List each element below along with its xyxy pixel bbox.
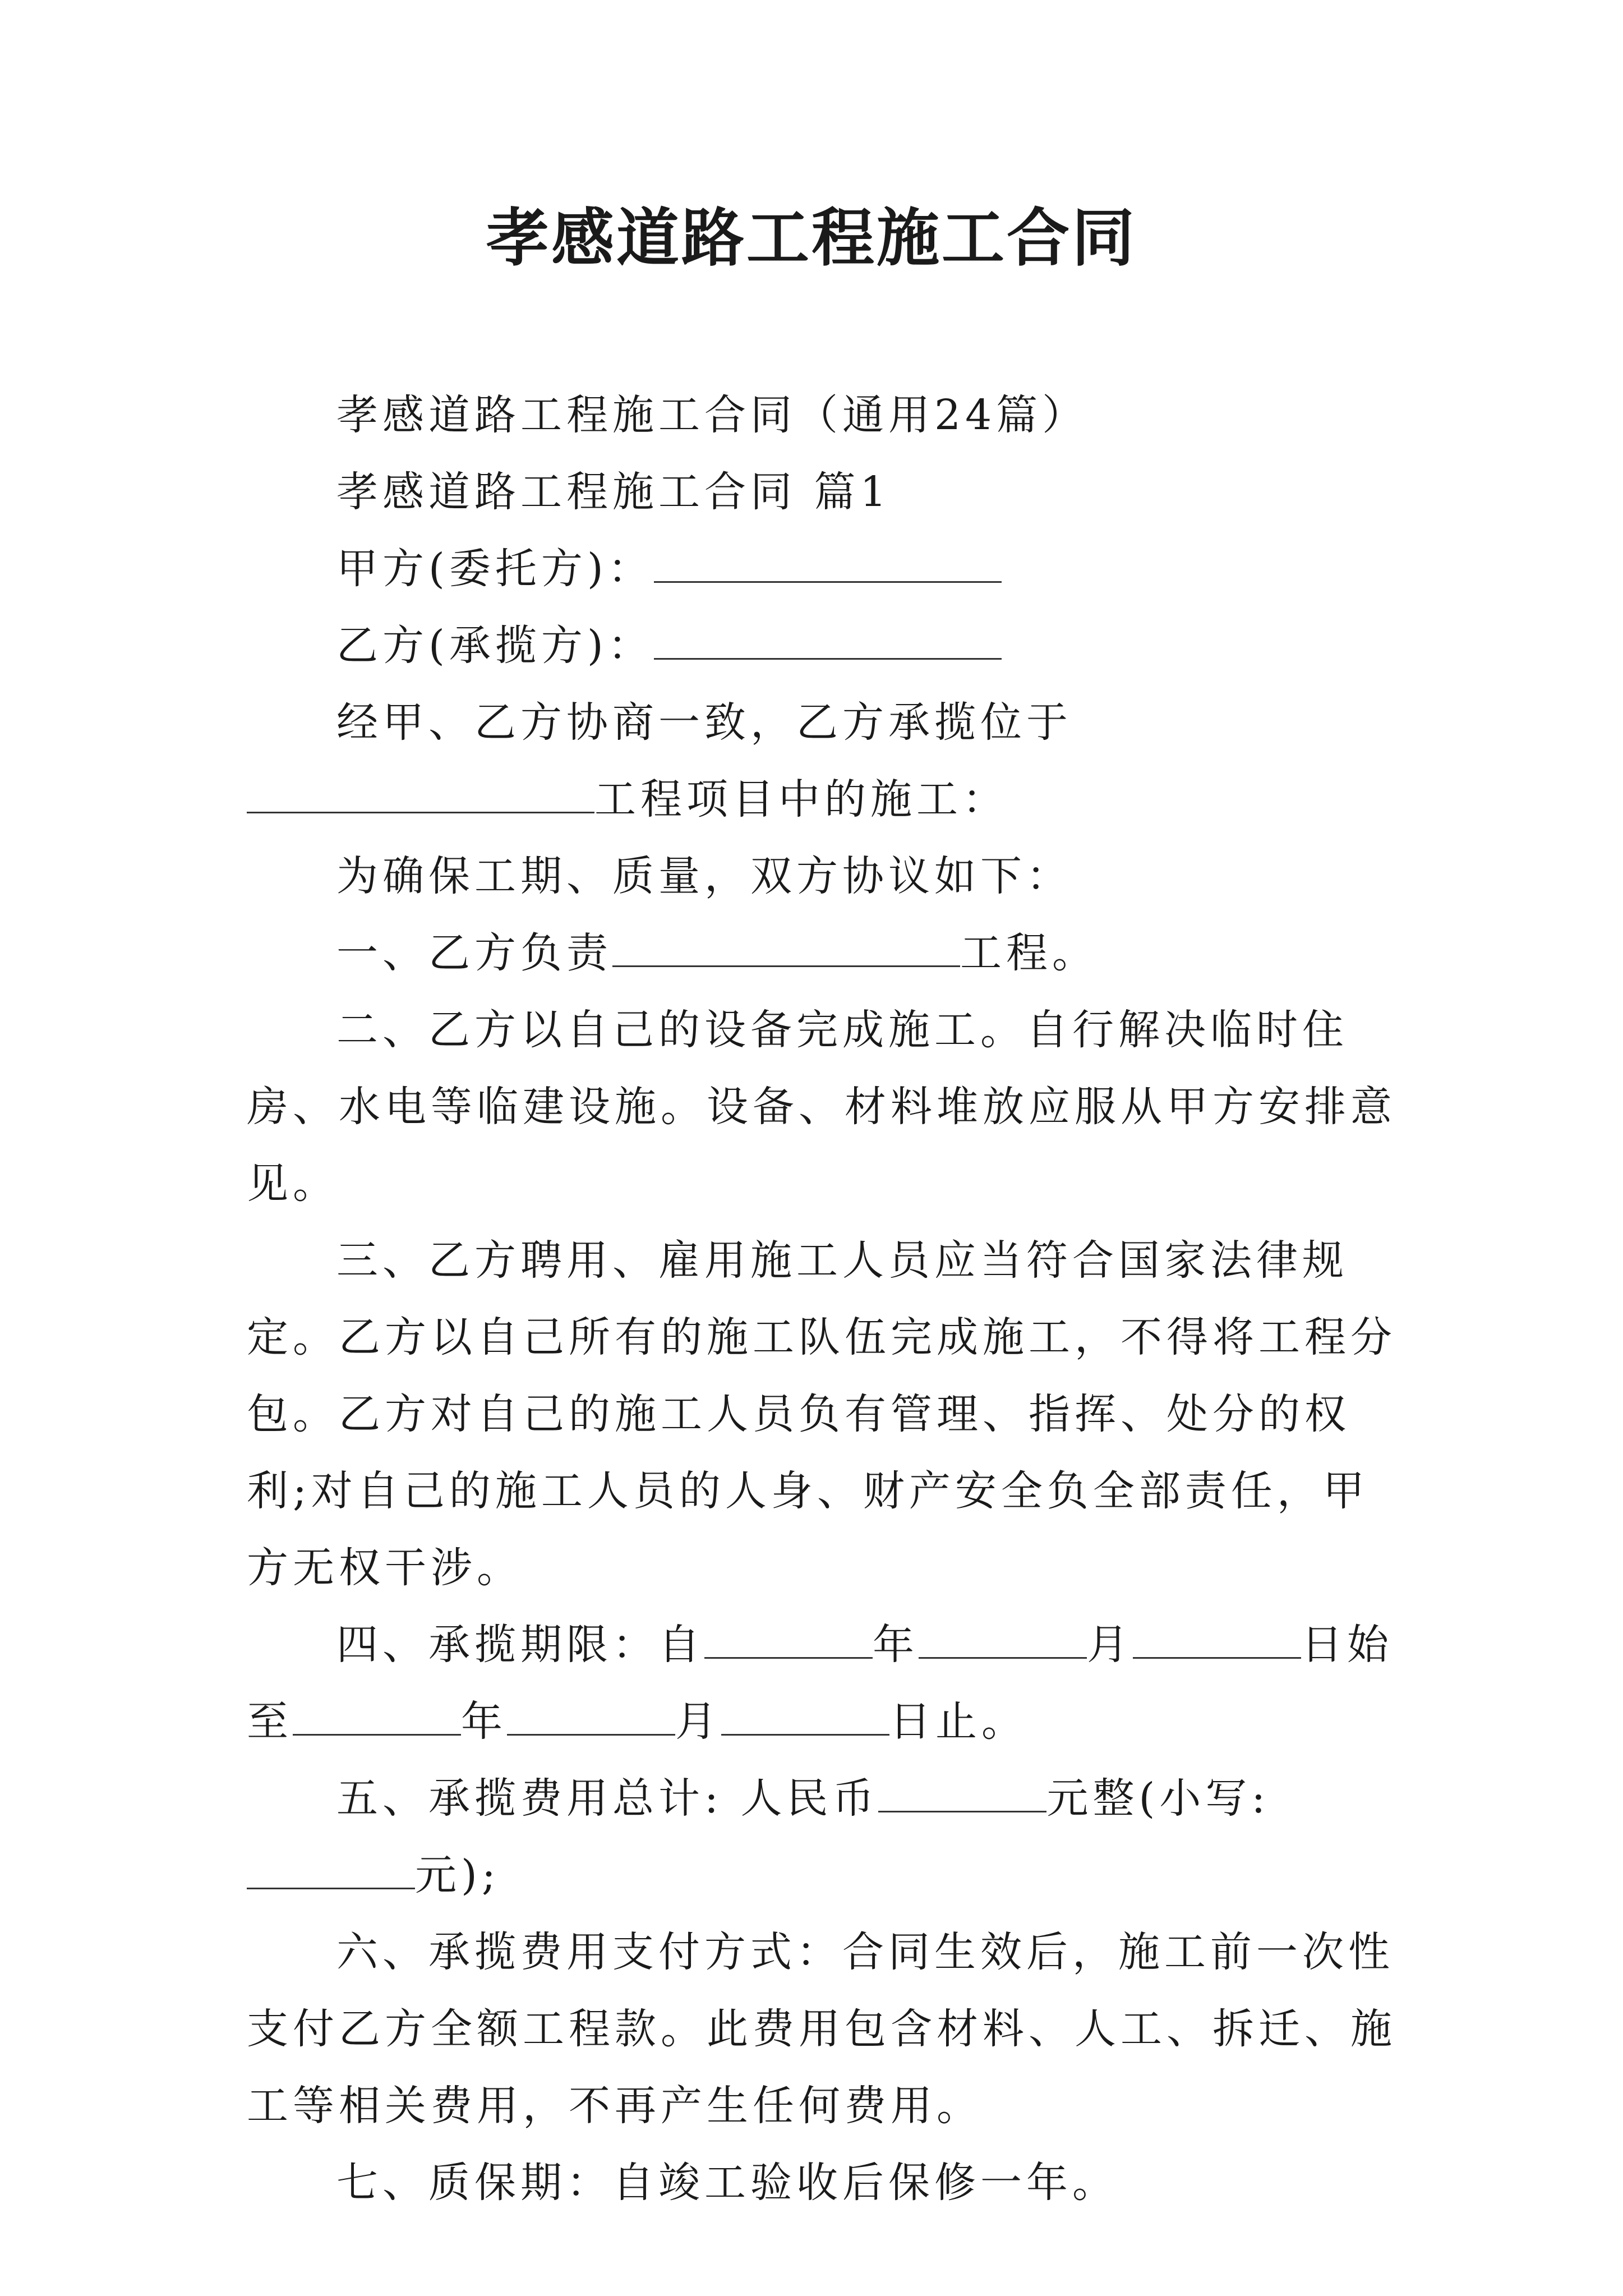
party-a-blank bbox=[654, 543, 1002, 583]
clause-1-text-before: 一、乙方负责 bbox=[336, 929, 612, 977]
clause-6: 六、承揽费用支付方式：合同生效后，施工前一次性支付乙方全额工程款。此费用包含材料、人工、拆迁、施工等相关费用，不再产生任何费用。 bbox=[247, 1928, 1396, 2130]
clause-1 bbox=[247, 915, 1402, 992]
start-day-label: 日始至 bbox=[247, 1621, 1393, 1746]
document-body bbox=[247, 377, 1402, 2221]
purpose-line: 为确保工期、质量，双方协议如下： bbox=[336, 852, 1072, 900]
end-month-label: 月 bbox=[675, 1697, 721, 1746]
clause-3: 三、乙方聘用、雇用施工人员应当符合国家法律规定。乙方以自己所有的施工队伍完成施工，不得将工程分包。乙方对自己的施工人员负有管理、指挥、处分的权利;对自己的施工人员的人身、财产安全负全部责任，甲方无权干涉。 bbox=[247, 1236, 1396, 1592]
party-b-label: 乙方(承揽方)： bbox=[336, 622, 654, 670]
clause-1-text-after: 工程。 bbox=[960, 929, 1098, 977]
party-a-label: 甲方(委托方)： bbox=[336, 545, 654, 593]
start-month-label: 月 bbox=[1087, 1621, 1133, 1669]
start-year-blank bbox=[704, 1619, 873, 1659]
section-heading: 孝感道路工程施工合同 篇1 bbox=[336, 468, 891, 516]
amount-digits-blank bbox=[247, 1849, 415, 1889]
clause-5 bbox=[247, 1760, 1402, 1914]
start-day-blank bbox=[1133, 1619, 1301, 1659]
clause-4-text: 四、承揽期限：自 bbox=[336, 1621, 704, 1669]
end-year-blank bbox=[293, 1696, 461, 1736]
start-year-label: 年 bbox=[873, 1621, 919, 1669]
party-b-blank bbox=[654, 620, 1002, 660]
intro-text-before: 经甲、乙方协商一致，乙方承揽位于 bbox=[336, 698, 1072, 747]
subtitle-line: 孝感道路工程施工合同（通用24篇） bbox=[336, 391, 1089, 439]
end-month-blank bbox=[507, 1696, 675, 1736]
intro-text-after: 工程项目中的施工： bbox=[594, 775, 1008, 823]
end-day-blank bbox=[721, 1696, 889, 1736]
party-a-line bbox=[247, 531, 1402, 608]
intro-paragraph bbox=[247, 684, 1402, 838]
clause-2: 二、乙方以自己的设备完成施工。自行解决临时住房、水电等临建设施。设备、材料堆放应服从甲方安排意见。 bbox=[247, 1006, 1396, 1208]
clause-7: 七、质保期：自竣工验收后保修一年。 bbox=[336, 2159, 1118, 2207]
document-title: 孝感道路工程施工合同 bbox=[486, 201, 1137, 275]
project-blank bbox=[612, 927, 960, 967]
clause-5-end: 元); bbox=[415, 1851, 500, 1899]
start-month-blank bbox=[919, 1619, 1087, 1659]
party-b-line bbox=[247, 608, 1402, 684]
clause-4 bbox=[247, 1607, 1402, 1760]
end-day-label: 日止。 bbox=[889, 1697, 1027, 1746]
location-blank bbox=[247, 774, 594, 813]
clause-5-middle: 元整(小写: bbox=[1046, 1774, 1270, 1823]
amount-words-blank bbox=[878, 1773, 1046, 1812]
clause-5-text: 五、承揽费用总计: 人民币 bbox=[336, 1774, 879, 1823]
end-year-label: 年 bbox=[461, 1697, 507, 1746]
